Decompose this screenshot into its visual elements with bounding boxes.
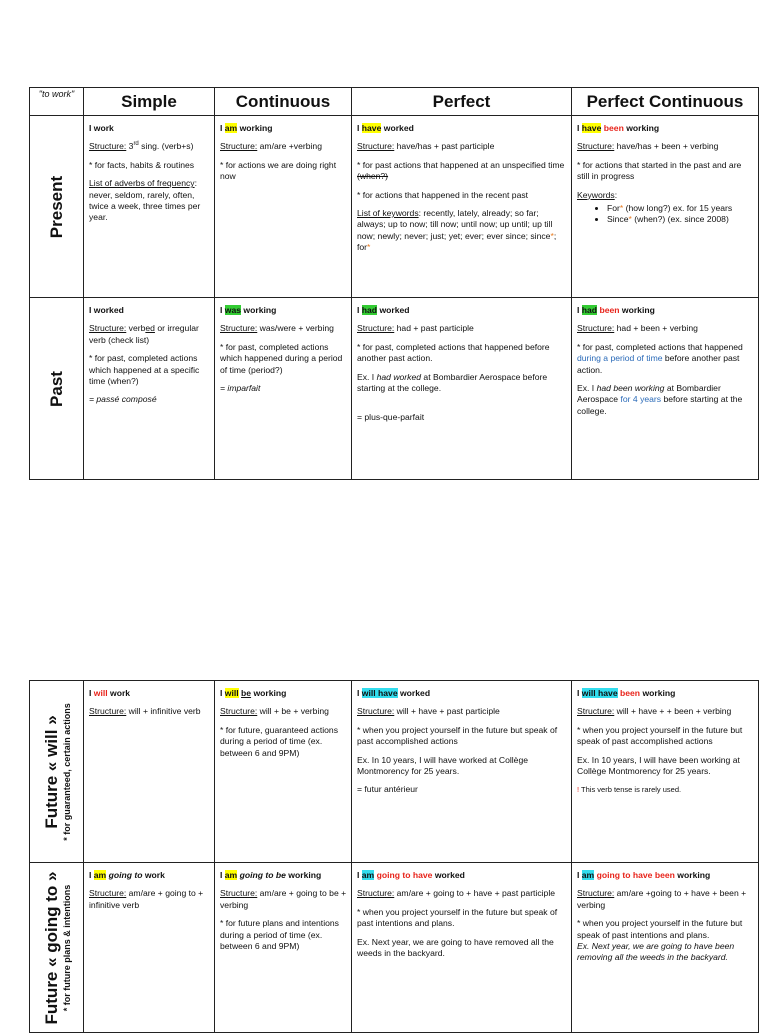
cell-present-continuous: I am working Structure: am/are +verbing * for actions we are doing right now — [215, 116, 352, 298]
row-title-present: Present — [46, 175, 66, 238]
cell-going-simple: I am going to work Structure: am/are + going to + infinitive verb — [84, 863, 215, 1033]
row-subtitle-future-going-to: * for future plans & intentions — [61, 884, 72, 1011]
cell-going-continuous: I am going to be working Structure: am/are + going to be + verbing * for future plans and intentions during a period of time (ex. between 6 and 9PM) — [215, 863, 352, 1033]
cell-past-continuous: I was working Structure: was/were + verbing * for past, completed actions which happened during a period of time (period?) = imparfait — [215, 298, 352, 480]
cell-past-simple: I worked Structure: verbed or irregular verb (check list) * for past, completed actions which happened at a specific time (when?) = passé composé — [84, 298, 215, 480]
header-perfect-continuous: Perfect Continuous — [572, 88, 759, 116]
warning-icon: ! — [577, 785, 580, 795]
cell-going-perfect-continuous: I am going to have been working Structure: am/are +going to + have + been + verbing * when you project yourself in the future but speak of past intentions and plans. Ex. Next year, we are going to have been removing all the weeds in the backyard. — [572, 863, 759, 1033]
row-future-going-to — [30, 863, 759, 1033]
cell-past-perfect: I had worked Structure: had + past participle * for past, completed actions that happened before another past action. Ex. I had worked at Bombardier Aerospace before starting at the college. = plus-que-parfait — [352, 298, 572, 480]
header-simple: Simple — [84, 88, 215, 116]
row-title-future-will: Future « will » — [41, 714, 61, 829]
cell-present-perfect-continuous: I have been working Structure: have/has + been + verbing * for actions that started in the past and are still in progress Keywords: • For* (how long?) ex. for 15 years • Since* (when?) (ex. since 2008) — [572, 116, 759, 298]
row-label-future-going-to — [30, 863, 84, 1033]
list-item: • For* (how long?) ex. for 15 years — [607, 203, 754, 214]
cell-will-perfect: I will have worked Structure: will + have + past participle * when you project yourself in the future but speak of past accomplished actions Ex. In 10 years, I will have worked at Collège Montmorency for 25 years. = futur antérieur — [352, 681, 572, 863]
cell-present-perfect: I have worked Structure: have/has + past participle * for past actions that happened at an unspecified time (when?) * for actions that happened in the recent past List of keywords: recently, lately, already; so far; always; up to now; till now; until now; up until; up till now; newly; never; just; yet; ever; ever since; since*; for* — [352, 116, 572, 298]
header-perfect: Perfect — [352, 88, 572, 116]
row-present — [30, 116, 759, 298]
row-past — [30, 298, 759, 480]
row-label-past — [30, 298, 84, 480]
keywords-list — [577, 203, 754, 226]
row-title-past: Past — [46, 370, 66, 407]
cell-going-perfect: I am going to have worked Structure: am/are + going to + have + past participle * when you project yourself in the future but speak of past intentions and plans. Ex. Next year, we are going to have removed all the weeds in the backyard. — [352, 863, 572, 1033]
header-continuous: Continuous — [215, 88, 352, 116]
cell-will-simple: I will work Structure: will + infinitive verb — [84, 681, 215, 863]
row-label-present — [30, 116, 84, 298]
cell-will-perfect-continuous: I will have been working Structure: will + have + + been + verbing * when you project yourself in the future but speak of past accomplished actions Ex. In 10 years, I will have been working at Collège Montmorency for 25 years. ! This verb tense is rarely used. — [572, 681, 759, 863]
list-item: • Since* (when?) (ex. since 2008) — [607, 214, 754, 225]
row-future-will — [30, 681, 759, 863]
row-subtitle-future-will: * for guaranteed, certain actions — [61, 702, 72, 841]
tenses-table-future — [29, 680, 759, 1033]
cell-past-perfect-continuous: I had been working Structure: had + been + verbing * for past, completed actions that happened during a period of time before another past action. Ex. I had been working at Bombardier Aerospace for 4 years before starting at the college. — [572, 298, 759, 480]
cell-will-continuous: I will be working Structure: will + be + verbing * for future, guaranteed actions during a period of time (ex. between 6 and 9PM) — [215, 681, 352, 863]
tenses-table-present-past — [29, 87, 759, 480]
header-row — [30, 88, 759, 116]
row-title-future-going-to: Future « going to » — [41, 871, 61, 1024]
row-label-future-will — [30, 681, 84, 863]
cell-present-simple: I work Structure: 3rd sing. (verb+s) * for facts, habits & routines List of adverbs of frequency: never, seldom, rarely, often, twice a week, three times per year. — [84, 116, 215, 298]
corner-label: "to work" — [30, 88, 84, 116]
